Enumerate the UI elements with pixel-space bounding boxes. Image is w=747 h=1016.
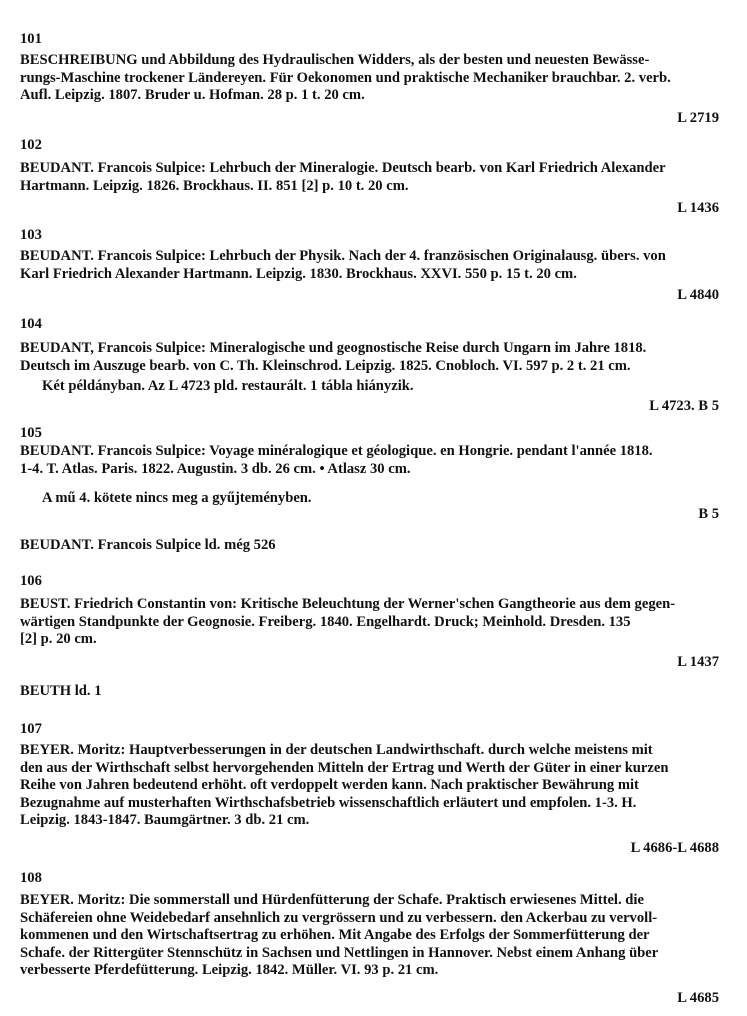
entry-note: Két példányban. Az L 4723 pld. restaurált. 1 tábla hiányzik. [42,378,414,394]
entry-number: 101 [20,31,42,47]
shelf-signature: L 4840 [677,287,719,303]
entry-line: Reihe von Jahren bedeutend erhöht. oft verdoppelt werden kann. Nach praktischer Bewährung mit [20,777,639,794]
entry-line: BEUDANT. Francois Sulpice: Voyage minéralogique et géologique. en Hongrie. pendant l'année 1818. [20,443,653,459]
entry-line: BEUST. Friedrich Constantin von: Kritische Beleuchtung der Werner'schen Gangtheorie aus dem gegen- [20,596,676,612]
entry-number: 102 [20,137,42,153]
shelf-signature: L 4685 [677,990,719,1006]
entry-line: Aufl. Leipzig. 1807. Bruder u. Hofman. 28 p. 1 t. 20 cm. [20,87,365,104]
entry-line: verbesserte Pferdefütterung. Leipzig. 1842. Müller. VI. 93 p. 21 cm. [20,962,439,979]
entry-line: BEYER. Moritz: Hauptverbesserungen in der deutschen Landwirthschaft. durch welche meistens mit [20,742,653,758]
catalog-entry-103 [20,248,720,283]
entry-number: 107 [20,721,42,737]
entry-line: Leipzig. 1843-1847. Baumgärtner. 3 db. 21 cm. [20,812,310,829]
shelf-signature: L 4686-L 4688 [630,840,719,856]
entry-number: 105 [20,425,42,441]
catalog-entry-101 [20,52,720,105]
entry-number: 104 [20,316,42,332]
entry-line: Bezugnahme auf musterhaften Wirthschafsbetrieb wissenschaftlich erläutert und empfolen. 1-3. H. [20,794,637,811]
entry-line: den aus der Wirthschaft selbst hervorgehenden Mitteln der Ertrag und Werth der Güter in einer kurzen [20,759,669,776]
entry-line: 1-4. T. Atlas. Paris. 1822. Augustin. 3 db. 26 cm. • Atlasz 30 cm. [20,460,411,477]
catalog-entry-104 [20,340,720,375]
entry-number: 103 [20,227,42,243]
entry-line: Deutsch im Auszuge bearb. von C. Th. Kleinschrod. Leipzig. 1825. Cnobloch. VI. 597 p. 2 t. 21 cm. [20,357,631,374]
entry-line: BESCHREIBUNG und Abbildung des Hydraulischen Widders, als der besten und neuesten Bewässe- [20,52,650,68]
catalog-entry-107 [20,742,720,830]
entry-line: BEYER. Moritz: Die sommerstall und Hürdenfütterung der Schafe. Praktisch erwiesenes Mittel. die [20,892,644,908]
entry-number: 108 [20,870,42,886]
entry-line: Schäfereien ohne Weidebedarf ansehnlich zu vergrössern und zu verbessern. den Ackerbau zu vervoll- [20,909,658,926]
shelf-signature: L 1436 [677,200,719,216]
cross-reference: BEUDANT. Francois Sulpice ld. még 526 [20,537,276,553]
entry-line: BEUDANT. Francois Sulpice: Lehrbuch der Physik. Nach der 4. französischen Originalausg. übers. von [20,248,666,264]
entry-line: rungs-Maschine trockener Ländereyen. Für Oekonomen und praktische Mechaniker brauchbar. 2. verb. [20,69,671,86]
entry-line: [2] p. 20 cm. [20,631,97,648]
entry-line: Karl Friedrich Alexander Hartmann. Leipzig. 1830. Brockhaus. XXVI. 550 p. 15 t. 20 cm. [20,265,577,282]
entry-note: A mű 4. kötete nincs meg a gyűjteményben. [42,490,312,506]
shelf-signature: L 2719 [677,110,719,126]
catalog-entry-106 [20,596,720,649]
shelf-signature: B 5 [698,506,719,522]
entry-line: Schafe. der Rittergüter Stennschütz in Sachsen und Nettlingen in Hannover. Nebst einem Anhang über [20,944,659,961]
catalog-entry-102 [20,160,720,195]
entry-number: 106 [20,573,42,589]
entry-line: BEUDANT. Francois Sulpice: Lehrbuch der Mineralogie. Deutsch bearb. von Karl Friedrich Alexander [20,160,666,176]
shelf-signature: L 1437 [677,654,719,670]
shelf-signature: L 4723. B 5 [649,398,719,414]
entry-line: BEUDANT, Francois Sulpice: Mineralogische und geognostische Reise durch Ungarn im Jahre 1818. [20,340,647,356]
catalog-entry-105 [20,443,720,478]
catalog-entry-108 [20,892,720,980]
entry-line: kommenen und den Wirtschaftsertrag zu erhöhen. Mit Angabe des Erfolgs der Sommerfütterung der [20,927,650,944]
entry-line: wärtigen Standpunkte der Geognosie. Freiberg. 1840. Engelhardt. Druck; Meinhold. Dresden. 135 [20,613,631,630]
entry-line: Hartmann. Leipzig. 1826. Brockhaus. II. 851 [2] p. 10 t. 20 cm. [20,177,409,194]
cross-reference: BEUTH ld. 1 [20,683,102,699]
